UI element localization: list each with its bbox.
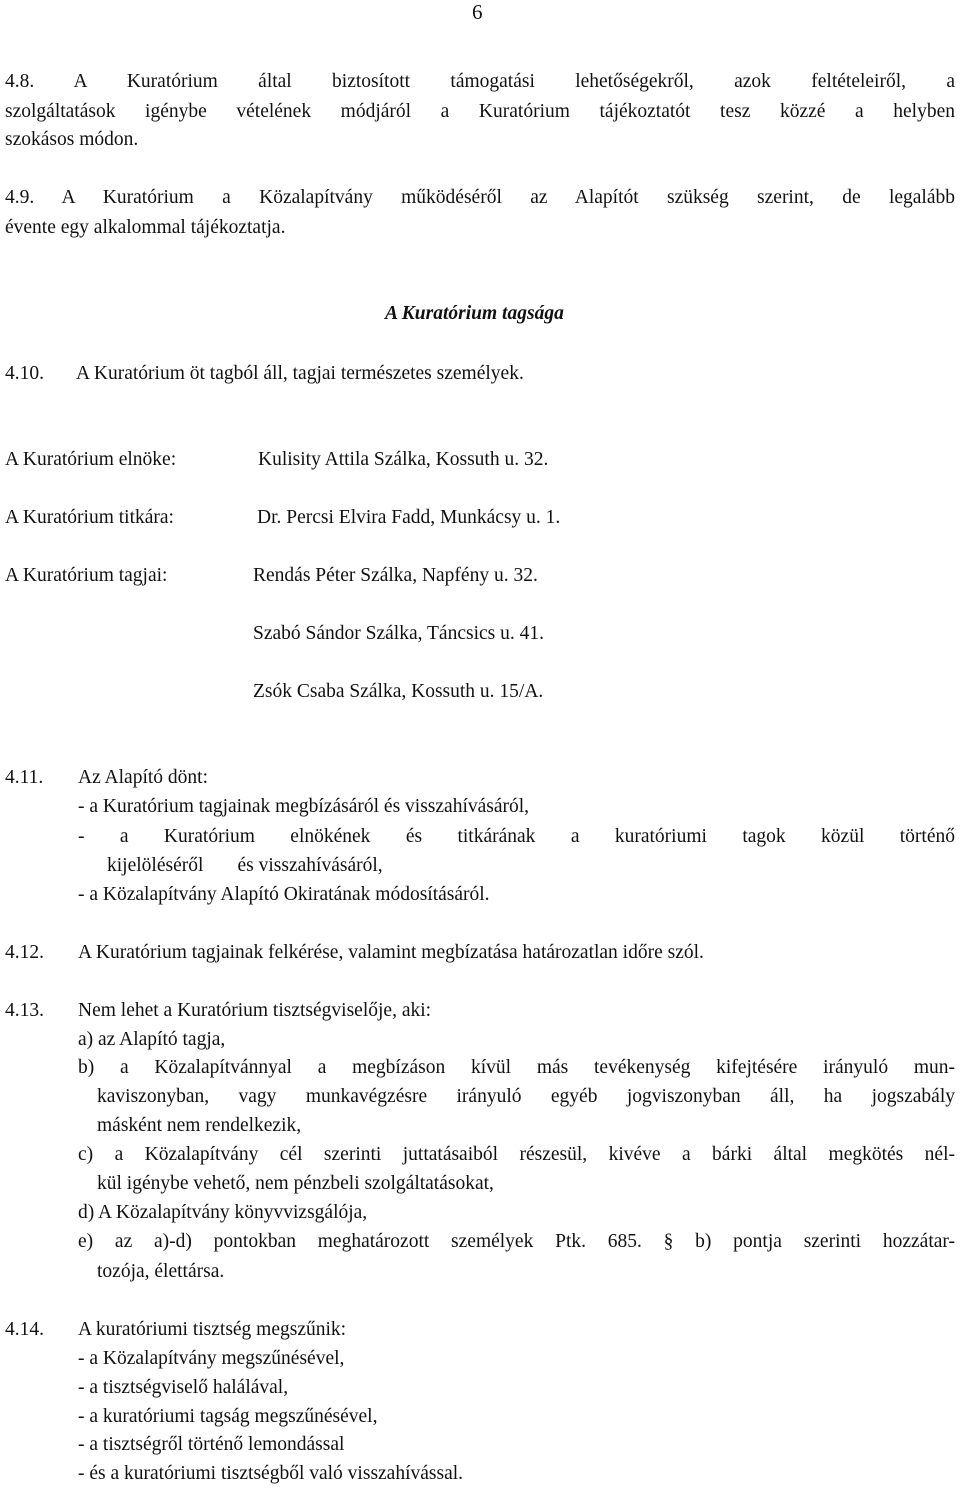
list-item: - és a kuratóriumi tisztségből való visszahívással. (78, 1463, 464, 1484)
list-item-continuation: tozója, élettársa. (97, 1261, 225, 1282)
paragraph-text: Az Alapító dönt: (78, 767, 208, 788)
list-item-continuation: másként nem rendelkezik, (97, 1115, 302, 1136)
list-item: d) A Közalapítvány könyvvizsgálója, (78, 1202, 368, 1223)
list-item: - a Kuratórium elnökének és titkárának a kuratóriumi tagok közül történő (78, 826, 955, 847)
paragraph-text: A Kuratórium tagjainak felkérése, valamint megbízatása határozatlan időre szól. (78, 942, 704, 963)
secretary-label: A Kuratórium titkára: (5, 507, 174, 528)
list-item: b) a Közalapítvánnyal a megbízáson kívül más tevékenység kifejtésére irányuló mun- (78, 1057, 955, 1078)
paragraph-text: A Kuratórium öt tagból áll, tagjai természetes személyek. (76, 363, 524, 384)
paragraph-line: szolgáltatások igénybe vételének módjáról a Kuratórium tájékoztatót tesz közzé a helyben (5, 101, 955, 122)
list-item: - a Közalapítvány Alapító Okiratának módosításáról. (78, 884, 490, 905)
secretary-value: Dr. Percsi Elvira Fadd, Munkácsy u. 1. (257, 507, 561, 528)
list-item: - a kuratóriumi tagság megszűnésével, (78, 1406, 378, 1427)
paragraph-number: 4.13. (5, 1000, 44, 1021)
chair-value: Kulisity Attila Szálka, Kossuth u. 32. (258, 449, 549, 470)
member-value: Zsók Csaba Szálka, Kossuth u. 15/A. (253, 681, 544, 702)
list-item: a) az Alapító tagja, (78, 1029, 226, 1050)
paragraph-text: A kuratóriumi tisztség megszűnik: (78, 1319, 347, 1340)
paragraph-number: 4.10. (5, 363, 44, 384)
member-value: Szabó Sándor Szálka, Táncsics u. 41. (253, 623, 544, 644)
list-item: - a tisztségről történő lemondással (78, 1434, 345, 1455)
paragraph-number: 4.14. (5, 1319, 44, 1340)
list-item-continuation: kijelöléséről és visszahívásáról, (107, 855, 383, 876)
paragraph-line: 4.9. A Kuratórium a Közalapítvány működéséről az Alapítót szükség szerint, de legalább (5, 187, 955, 208)
chair-label: A Kuratórium elnöke: (5, 449, 177, 470)
list-item: - a tisztségviselő halálával, (78, 1377, 289, 1398)
list-item: - a Közalapítvány megszűnésével, (78, 1348, 345, 1369)
page-number: 6 (472, 0, 483, 24)
paragraph-line: 4.8. A Kuratórium által biztosított támogatási lehetőségekről, azok feltételeiről, a (5, 71, 955, 92)
list-item-continuation: kaviszonyban, vagy munkavégzésre irányuló egyéb jogviszonyban áll, ha jogszabály (97, 1086, 955, 1107)
paragraph-number: 4.11. (5, 767, 44, 788)
paragraph-line: szokásos módon. (5, 129, 139, 150)
paragraph-line: évente egy alkalommal tájékoztatja. (5, 217, 286, 238)
list-item: e) az a)-d) pontokban meghatározott személyek Ptk. 685. § b) pontja szerinti hozzátar- (78, 1231, 955, 1252)
members-label: A Kuratórium tagjai: (5, 565, 168, 586)
member-value: Rendás Péter Szálka, Napfény u. 32. (253, 565, 538, 586)
paragraph-number: 4.12. (5, 942, 44, 963)
section-heading: A Kuratórium tagsága (385, 303, 564, 324)
list-item: - a Kuratórium tagjainak megbízásáról és visszahívásáról, (78, 796, 530, 817)
paragraph-text: Nem lehet a Kuratórium tisztségviselője, aki: (78, 1000, 432, 1021)
list-item: c) a Közalapítvány cél szerinti juttatásaiból részesül, kivéve a bárki által megkötés nél- (78, 1144, 955, 1165)
list-item-continuation: kül igénybe vehető, nem pénzbeli szolgáltatásokat, (97, 1173, 494, 1194)
